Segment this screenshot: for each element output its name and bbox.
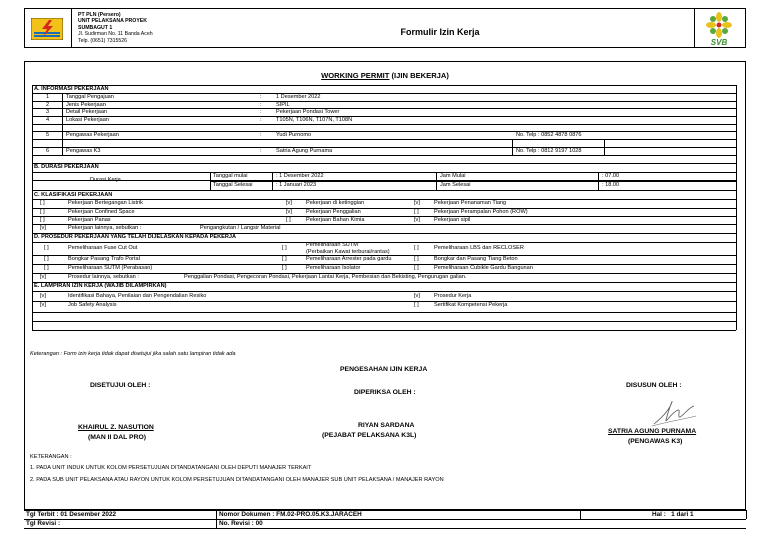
pengesahan-title: PENGESAHAN IJIN KERJA <box>340 366 428 373</box>
durasi-label: Durasi Kerja <box>90 177 121 183</box>
checkbox: [ ] <box>414 245 419 251</box>
checkbox: [v] <box>40 225 46 231</box>
checkbox: [ ] <box>40 217 45 223</box>
info-no: 1 <box>46 94 50 100</box>
signer-role-1: (MAN II DAL PRO) <box>88 434 147 441</box>
checkbox: [ ] <box>40 209 45 215</box>
keterangan-line-2: 2. PADA SUB UNIT PELAKSANA ATAU RAYON UNTUK KOLOM PERSETUJUAN DITANDATANGANI OLEH MANAJER SUB UNIT PELAKSANA / MANAJER RAYON <box>30 477 444 483</box>
signer-name-1: KHAIRUL Z. NASUTION <box>78 424 154 431</box>
checkbox: [v] <box>40 274 46 280</box>
checkbox: [v] <box>414 200 420 206</box>
info-no: 6 <box>46 148 50 154</box>
info-label: Lokasi Pekerjaan <box>66 117 109 123</box>
section-c-title: C. KLASIFIKASI PEKERJAAN <box>34 192 113 198</box>
prosedur-lain-value: Penggalian Pondasi, Pengecoran Pondasi, Pekerjaan Lantai Kerja, Pembesian dan Bekisting, Pengurugan galian. <box>184 274 467 280</box>
jam-mulai-value: : 07.00 <box>602 173 620 179</box>
info-sep: : <box>260 117 262 123</box>
checkbox: [ ] <box>282 245 287 251</box>
info-phone: No. Telp : 0812 9197 1028 <box>516 148 582 154</box>
info-label: Tanggal Pengajuan <box>66 94 114 100</box>
signer-role-2: (PEJABAT PELAKSANA K3L) <box>322 432 417 439</box>
info-sep: : <box>260 132 262 138</box>
info-phone: No. Telp : 0852 4878 0876 <box>516 132 582 138</box>
section-b-title: B. DURASI PEKERJAAN <box>34 164 99 170</box>
klasifikasi-item: Pekerjaan Bahan Kimia <box>306 217 365 223</box>
permit-title: WORKING PERMIT (IJIN BEKERJA) <box>321 71 449 80</box>
info-value: Pekerjaan Pondasi Tower <box>276 109 340 115</box>
info-label: Jenis Pekerjaan <box>66 102 106 108</box>
checkbox: [ ] <box>44 256 49 262</box>
info-value: SIPIL <box>276 102 290 108</box>
checkbox: [v] <box>414 217 420 223</box>
info-sep: : <box>260 109 262 115</box>
info-label: Pengawas K3 <box>66 148 101 154</box>
klasifikasi-item: Pekerjaan Panas <box>68 217 111 223</box>
section-e-title: E. LAMPIRAN IZIN KERJA (WAJIB DILAMPIRKAN) <box>34 283 167 289</box>
header-divider <box>71 8 72 48</box>
info-sep: : <box>260 94 262 100</box>
form-title: Formulir Izin Kerja <box>400 27 480 37</box>
no-revisi: No. Revisi : 00 <box>219 520 263 527</box>
company-phone: Telp. (0651) 7315526 <box>78 37 128 44</box>
checkbox: [ ] <box>414 302 419 308</box>
disusun-label: DISUSUN OLEH : <box>626 382 682 389</box>
signer-name-2: RIYAN SARDANA <box>358 422 415 429</box>
prosedur-item: Pemeliharaan SUTM <box>306 242 358 248</box>
checkbox: [ ] <box>282 265 287 271</box>
lampiran-item: Sertifikat Kompetensi Pekerja <box>434 302 508 308</box>
klasifikasi-item: Pekerjaan Penanaman Tiang <box>434 200 507 206</box>
svb-logo-icon <box>700 12 738 46</box>
signature-icon <box>650 398 698 430</box>
lampiran-item: Prosedur Kerja <box>434 293 472 299</box>
klasifikasi-lain-value: Pengangkutan / Langsir Material <box>200 225 281 231</box>
info-no: 4 <box>46 117 50 123</box>
company-region: SUMBAGUT 1 <box>78 24 113 31</box>
checkbox: [ ] <box>282 256 287 262</box>
section-a-title: A. INFORMASI PEKERJAAN <box>34 86 109 92</box>
info-value: T105N, T106N, T107N, T108N <box>276 117 353 123</box>
info-no: 3 <box>46 109 50 115</box>
klasifikasi-item: Pekerjaan sipil <box>434 217 471 223</box>
prosedur-item: Pemeliharaan Arrester pada gardu <box>306 256 392 262</box>
checkbox: [ ] <box>286 217 291 223</box>
prosedur-item: Pemeliharaan Cubikle Gardu Bangunan <box>434 265 533 271</box>
checkbox: [ ] <box>414 209 419 215</box>
prosedur-item: Bongkar dan Pasang Tiang Beton <box>434 256 518 262</box>
prosedur-item: Pemeliharaan SUTM (Perabasan) <box>68 265 153 271</box>
checkbox: [ ] <box>40 200 45 206</box>
checkbox: [v] <box>286 200 292 206</box>
prosedur-lain-label: Prosedur lainnya, sebutkan : <box>68 274 139 280</box>
klasifikasi-item: Pekerjaan Perampalan Pohon (ROW) <box>434 209 528 215</box>
keterangan-line-1: 1. PADA UNIT INDUK UNTUK KOLOM PERSETUJUAN DITANDATANGANI OLEH DEPUTI MANAJER TERKAIT <box>30 465 312 471</box>
info-label: Pengawas Pekerjaan <box>66 132 119 138</box>
section-d-title: D. PROSEDUR PEKERJAAN YANG TELAH DIJELASKAN KEPADA PEKERJA <box>34 234 237 240</box>
klasifikasi-item: Pekerjaan Penggalian <box>306 209 361 215</box>
klasifikasi-item: Pekerjaan di ketinggian <box>306 200 365 206</box>
company-info <box>78 12 153 44</box>
info-value: Yudi Purnomo <box>276 132 312 138</box>
prosedur-item: Pemeliharaan Fuse Cut Out <box>68 245 138 251</box>
jam-selesai-label: Jam Selesai <box>440 182 471 188</box>
info-value: 1 Desember 2022 <box>276 94 321 100</box>
checkbox: [ ] <box>414 265 419 271</box>
lampiran-item: Job Safety Analysis <box>68 302 117 308</box>
prosedur-item-note: (Perbaikan Kawat terburai/rantas) <box>306 249 390 255</box>
info-no: 5 <box>46 132 50 138</box>
checkbox: [ ] <box>414 256 419 262</box>
prosedur-item: Pemeliharaan Isolator <box>306 265 361 271</box>
klasifikasi-lain-label: Pekerjaan lainnya, sebutkan : <box>68 225 142 231</box>
info-sep: : <box>260 148 262 154</box>
tanggal-selesai-value: : 1 Januari 2023 <box>276 182 317 188</box>
company-address: Jl. Sudirman No. 11 Banda Aceh <box>78 31 153 38</box>
pln-logo-icon <box>31 18 63 40</box>
signer-role-3: (PENGAWAS K3) <box>628 438 683 445</box>
tanggal-mulai-value: : 1 Desember 2022 <box>276 173 324 179</box>
company-name: PT PLN (Persero) <box>78 12 121 18</box>
diperiksa-label: DIPERIKSA OLEH : <box>354 389 416 396</box>
keterangan-title: KETERANGAN : <box>30 454 72 460</box>
tgl-revisi: Tgl Revisi : <box>26 520 61 527</box>
company-unit: UNIT PELAKSANA PROYEK <box>78 18 147 25</box>
checkbox: [ ] <box>44 265 49 271</box>
tanggal-selesai-label: Tanggal Selesai <box>213 182 253 188</box>
jam-selesai-value: : 18.00 <box>602 182 620 188</box>
signer-name-3: SATRIA AGUNG PURNAMA <box>608 428 697 435</box>
info-label: Detail Pekerjaan <box>66 109 108 115</box>
klasifikasi-item: Pekerjaan Bertegangan Listrik <box>68 200 143 206</box>
svg-text:SVB: SVB <box>710 38 728 46</box>
lampiran-item: Identifikasi Bahaya, Penilaian dan Pengendalian Resiko <box>68 293 207 299</box>
jam-mulai-label: Jam Mulai <box>440 173 466 179</box>
klasifikasi-item: Pekerjaan Confined Space <box>68 209 135 215</box>
tanggal-mulai-label: Tanggal mulai <box>213 173 248 179</box>
info-value: Satria Agung Purnama <box>276 148 333 154</box>
info-sep: : <box>260 102 262 108</box>
info-no: 2 <box>46 102 50 108</box>
prosedur-item: Bongkar Pasang Trafo Portal <box>68 256 140 262</box>
prosedur-item: Pemeliharaan LBS dan RECLOSER <box>434 245 524 251</box>
disetujui-label: DISETUJUI OLEH : <box>90 382 151 389</box>
page-number: Hal : 1 dari 1 <box>652 511 694 518</box>
nomor-dokumen: Nomor Dokumen : FM.02-PRO.05.K3.JARACEH <box>219 511 362 518</box>
checkbox: [v] <box>40 293 46 299</box>
checkbox: [ ] <box>44 245 49 251</box>
checkbox: [v] <box>286 209 292 215</box>
header-divider <box>694 8 695 48</box>
checkbox: [v] <box>40 302 46 308</box>
keterangan-note: Keterangan : Form izin kerja tidak dapat disetujui jika salah satu lampiran tidak ada <box>30 351 236 357</box>
tgl-terbit: Tgl Terbit : 01 Desember 2022 <box>26 511 117 518</box>
checkbox: [v] <box>414 293 420 299</box>
